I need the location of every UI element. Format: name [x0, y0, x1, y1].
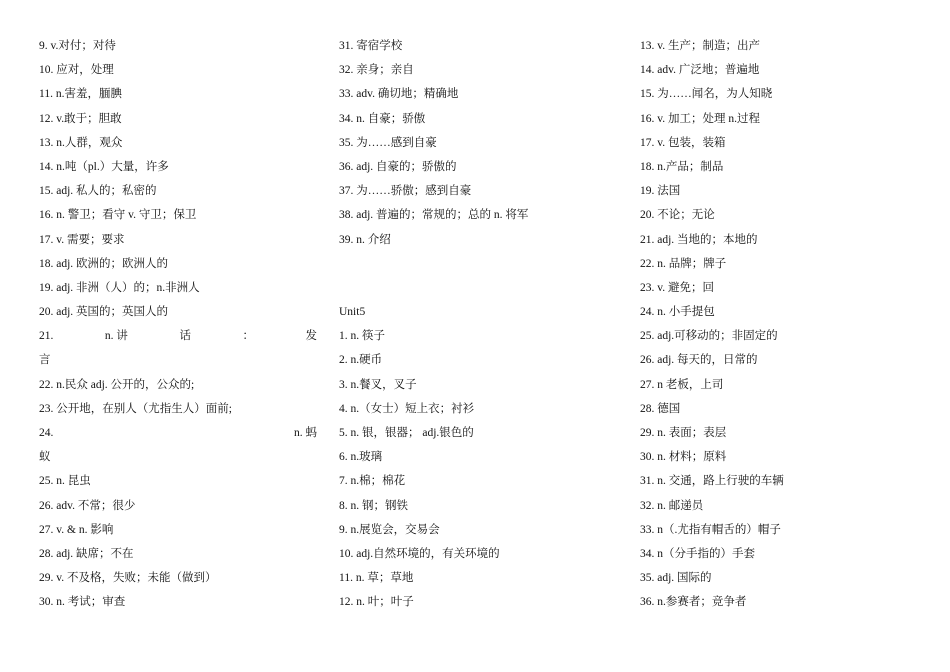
vocab-entry: 33. adv. 确切地；精确地 [339, 88, 459, 101]
vocab-list-unit4-end [339, 34, 619, 252]
vocab-entry: 蚁 [39, 451, 51, 464]
vocab-entry: 26. adv. 不常；很少 [39, 499, 136, 512]
vocab-entry: 32. n. 邮递员 [640, 499, 704, 512]
vocab-entry: 34. n. 自豪；骄傲 [339, 112, 426, 125]
vocab-entry: 31. 寄宿学校 [339, 40, 403, 52]
vocab-entry: 27. v. & n. 影响 [39, 523, 114, 536]
vocab-entry: 36. adj. 自豪的；骄傲的 [339, 160, 457, 173]
vocab-entry-fragment: n. 蚂 [294, 427, 317, 439]
vocab-column-right [640, 34, 920, 615]
unit-heading: Unit5 [339, 306, 366, 319]
vocab-entry: 11. n. 草；草地 [339, 572, 414, 585]
vocab-entry: 28. 德国 [640, 402, 681, 415]
vocab-entry-fragment: 话 [179, 330, 191, 343]
vocab-entry: 37. 为……骄傲；感到自豪 [339, 185, 472, 198]
vocab-entry-fragment: 24. [39, 427, 54, 439]
vocab-entry: 3. n.餐叉，叉子 [339, 378, 417, 391]
vocab-entry: 18. n.产品；制品 [640, 160, 724, 173]
vocab-entry: 10. 应对，处理 [39, 64, 114, 77]
vocab-entry [39, 324, 317, 348]
vocab-entry-fragment: 发 [305, 330, 317, 343]
vocab-entry: 16. v. 加工；处理 n.过程 [640, 112, 761, 125]
vocab-entry: 8. n. 钢；钢铁 [339, 499, 408, 512]
vocab-entry: 25. adj.可移动的；非固定的 [640, 330, 778, 343]
vocab-entry: 16. n. 警卫；看守 v. 守卫；保卫 [39, 209, 197, 222]
vocab-entry: 9. v.对付；对待 [39, 40, 116, 52]
vocab-entry-fragment: ： [242, 330, 254, 343]
vocab-entry: 27. n 老板，上司 [640, 378, 724, 391]
vocab-entry: 23. 公开地，在别人（尤指生人）面前; [39, 402, 232, 415]
vocab-entry: 2. n.硬币 [339, 354, 383, 367]
vocab-entry: 19. 法国 [640, 185, 681, 198]
vocab-entry: 34. n（分手指的）手套 [640, 547, 755, 560]
vocab-entry: 5. n. 银，银器； adj.银色的 [339, 427, 474, 440]
vocab-entry: 22. n.民众 adj. 公开的，公众的; [39, 378, 195, 391]
vocab-entry: 39. n. 介绍 [339, 233, 391, 246]
vocab-entry: 20. adj. 英国的；英国人的 [39, 306, 169, 319]
vocab-entry-fragment: n. 讲 [104, 330, 128, 343]
vocab-entry: 14. n.吨（pl.）大量，许多 [39, 160, 169, 173]
vocab-entry: 15. adj. 私人的；私密的 [39, 185, 157, 198]
vocab-list-unit5 [339, 324, 619, 614]
vocab-entry-fragment: 21. [39, 330, 54, 343]
vocab-entry: 31. n. 交通，路上行驶的车辆 [640, 475, 784, 488]
vocab-entry: 24. n. 小手提包 [640, 306, 715, 319]
vocab-entry: 26. adj. 每天的，日常的 [640, 354, 758, 367]
vocab-entry: 25. n. 昆虫 [39, 475, 91, 488]
vocab-entry: 30. n. 材料；原料 [640, 451, 727, 464]
vocab-entry: 18. adj. 欧洲的；欧洲人的 [39, 257, 169, 270]
vocab-column-left [39, 34, 317, 615]
vocab-entry: 38. adj. 普遍的；常规的；总的 n. 将军 [339, 209, 529, 222]
vocab-entry: 11. n.害羞，腼腆 [39, 88, 122, 101]
vocab-entry: 10. adj.自然环境的，有关环境的 [339, 547, 500, 560]
vocab-entry: 28. adj. 缺席；不在 [39, 547, 134, 560]
vocab-entry: 35. adj. 国际的 [640, 572, 712, 585]
vocab-entry: 23. v. 避免；回 [640, 281, 715, 294]
vocab-entry: 32. 亲身；亲自 [339, 64, 414, 77]
vocab-entry: 言 [39, 354, 51, 367]
vocab-entry: 19. adj. 非洲（人）的；n.非洲人 [39, 281, 200, 294]
vocab-entry: 33. n（.尤指有帽舌的）帽子 [640, 523, 781, 536]
vocab-entry: 29. v. 不及格，失败；未能（做到） [39, 572, 217, 585]
vocab-entry: 15. 为……闻名，为人知晓 [640, 88, 773, 101]
vocab-entry: 17. v. 包装，装箱 [640, 136, 726, 149]
vocab-entry: 36. n.参赛者；竞争者 [640, 596, 747, 609]
vocab-entry: 1. n. 筷子 [339, 330, 385, 343]
vocab-entry: 30. n. 考试；审查 [39, 596, 126, 609]
vocab-entry: 35. 为……感到自豪 [339, 136, 437, 149]
vocab-entry: 20. 不论；无论 [640, 209, 715, 222]
vocab-entry: 29. n. 表面；表层 [640, 427, 727, 439]
vocab-entry [39, 421, 317, 445]
vocab-entry: 4. n.（女士）短上衣；衬衫 [339, 402, 475, 415]
vocab-entry: 22. n. 品牌；牌子 [640, 257, 727, 270]
vocab-column-middle [339, 34, 619, 615]
vocab-entry: 9. n.展览会，交易会 [339, 523, 440, 536]
section-gap [339, 252, 619, 300]
vocab-entry: 21. adj. 当地的；本地的 [640, 233, 758, 246]
vocab-entry: 12. v.敢于；胆敢 [39, 112, 122, 125]
vocab-entry: 6. n.玻璃 [339, 451, 383, 464]
vocab-entry: 12. n. 叶；叶子 [339, 596, 414, 609]
vocab-entry: 13. n.人群，观众 [39, 136, 123, 149]
vocab-entry: 17. v. 需要；要求 [39, 233, 125, 246]
vocab-entry: 14. adv. 广泛地；普遍地 [640, 64, 760, 77]
vocab-entry: 7. n.棉；棉花 [339, 475, 406, 488]
vocab-entry: 13. v. 生产；制造；出产 [640, 40, 761, 52]
